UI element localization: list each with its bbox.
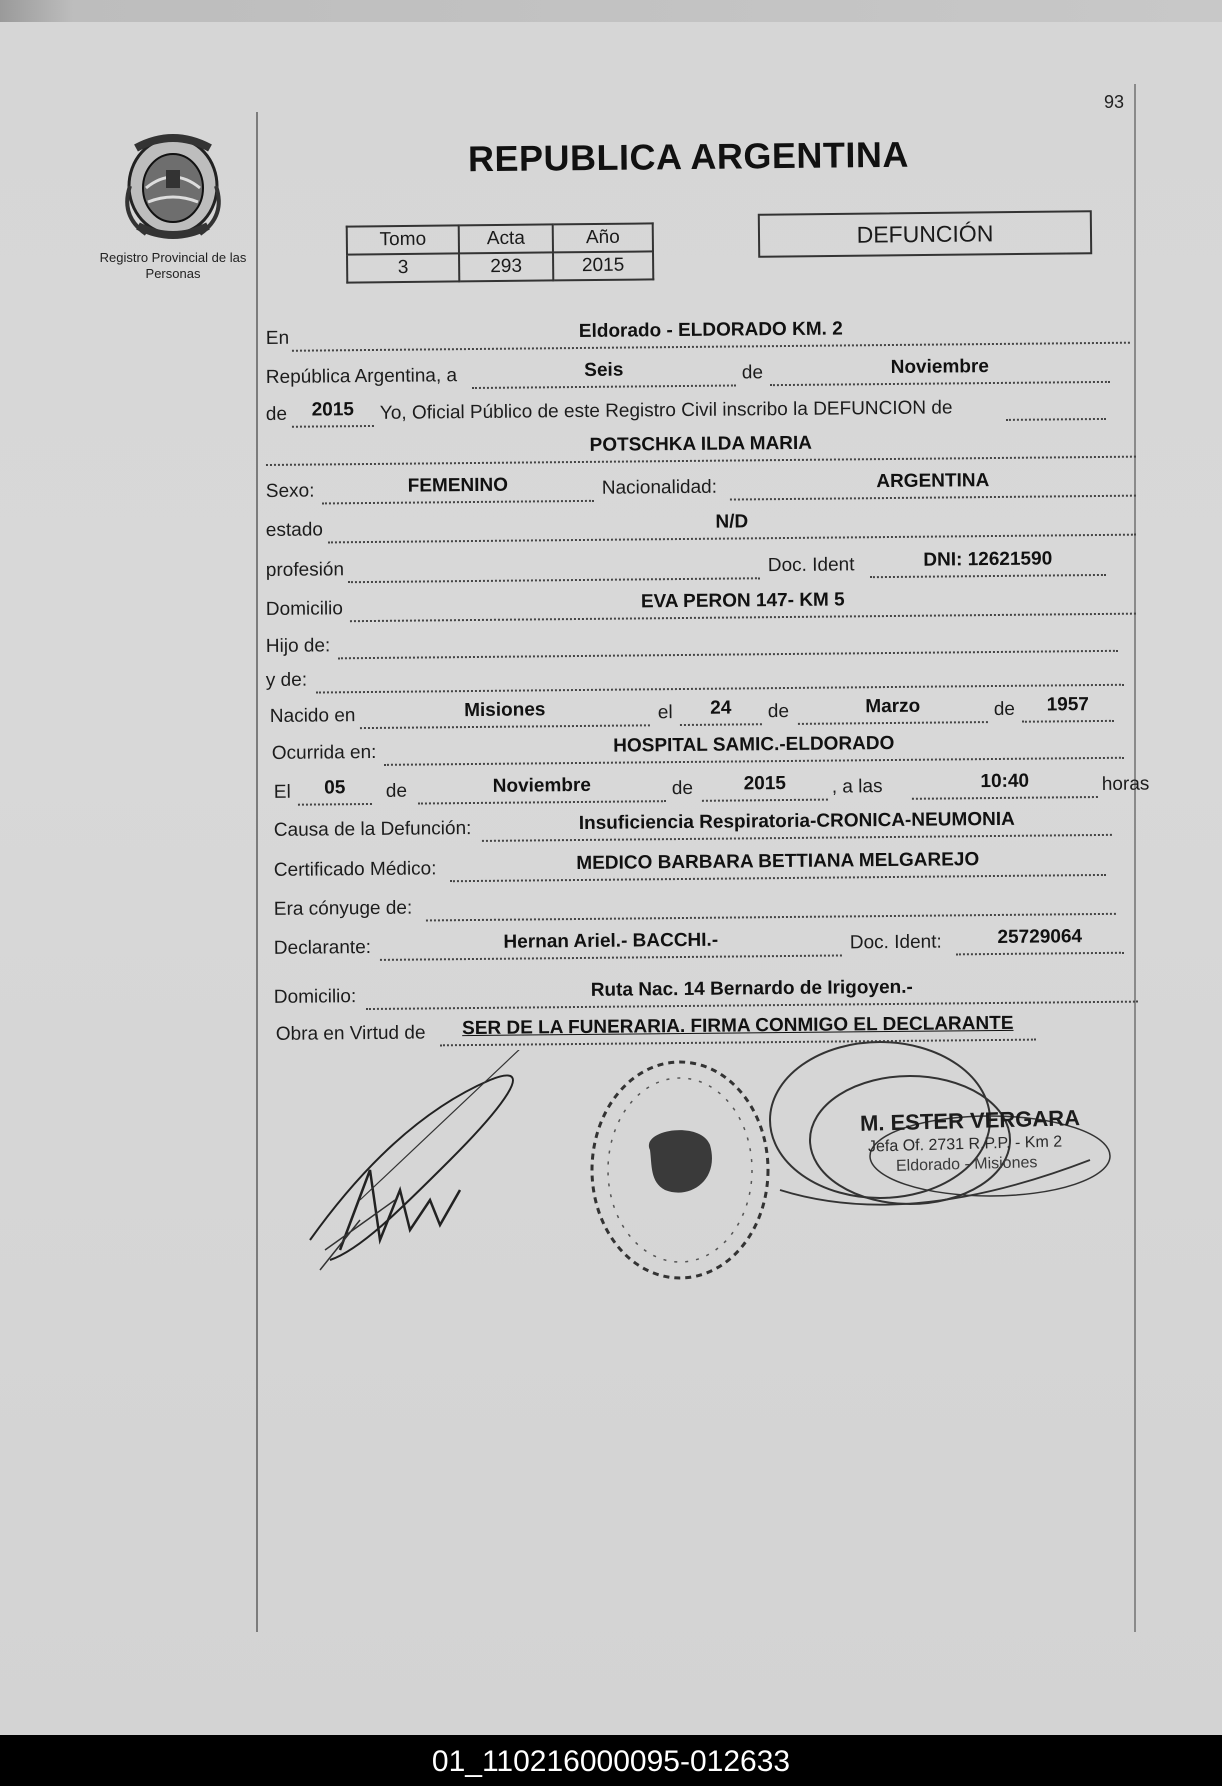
doc-type-box: DEFUNCIÓN [758, 210, 1092, 257]
mes-field [770, 355, 1110, 386]
doc-ident-value: DNI: 12621590 [923, 548, 1053, 571]
en-label: En [265, 327, 290, 350]
nac-dia-value: 24 [710, 697, 732, 719]
mes-value: Noviembre [890, 356, 989, 379]
causa-value: Insuficiencia Respiratoria-CRONICA-NEUMONIA [578, 808, 1015, 834]
oficial-text: Yo, Oficial Público de este Registro Civil inscribo la DEFUNCION de [379, 397, 953, 424]
def-de2-label: de [671, 777, 694, 800]
nac-mes-field [798, 695, 988, 725]
estado-label: estado [265, 519, 323, 542]
row-yde [266, 656, 1146, 696]
row-fecha-defuncion [266, 768, 1150, 808]
hijo-value [338, 646, 1118, 653]
stamp-location: Eldorado - Misiones [895, 1154, 1038, 1175]
row-nombre [266, 428, 1146, 468]
anio-field [292, 399, 374, 428]
doc-ident-field [870, 548, 1106, 578]
declarante-label: Declarante: [273, 936, 372, 959]
yde-field [316, 658, 1124, 694]
nac-de-label: de [767, 700, 790, 723]
estado-field [328, 508, 1136, 544]
en-value: Eldorado - ELDORADO KM. 2 [578, 318, 843, 342]
decl-domicilio-value: Ruta Nac. 14 Bernardo de Irigoyen.- [590, 976, 913, 1001]
ocurrida-label: Ocurrida en: [271, 741, 377, 764]
decl-domicilio-field [366, 975, 1138, 1010]
declarant-signature-icon [300, 1050, 530, 1280]
table-cell-anio: 2015 [553, 251, 653, 280]
def-mes-value: Noviembre [492, 774, 591, 797]
nac-anio-field [1022, 694, 1114, 723]
conyuge-field [426, 887, 1116, 922]
hijo-field [338, 624, 1118, 659]
hijo-label: Hijo de: [265, 635, 331, 658]
def-hora-field [912, 770, 1098, 800]
left-margin-line [256, 112, 258, 1632]
row-profesion [266, 546, 1146, 586]
nacionalidad-field [730, 469, 1136, 501]
registrar-stamp-icon [760, 1040, 1120, 1230]
nombre-field [266, 430, 1136, 466]
nac-anio-value: 1957 [1046, 694, 1090, 716]
table-cell-tomo: 3 [347, 253, 459, 282]
sexo-label: Sexo: [265, 480, 315, 503]
sexo-field [322, 474, 594, 505]
estado-value: N/D [715, 511, 749, 533]
row-certificado [266, 846, 1146, 886]
conyuge-value [426, 909, 1116, 916]
def-hora-value: 10:40 [980, 770, 1030, 793]
nombre-value: POTSCHKA ILDA MARIA [589, 432, 813, 456]
oficial-trail-field [1006, 392, 1106, 421]
row-en [266, 314, 1146, 354]
row-domicilio [266, 585, 1146, 625]
province-emblem-icon [116, 126, 230, 244]
profesion-label: profesión [265, 559, 345, 582]
table-header-acta: Acta [459, 224, 553, 253]
profesion-field [348, 551, 760, 583]
decl-doc-field [956, 926, 1124, 956]
page-title: REPUBLICA ARGENTINA [467, 133, 910, 180]
domicilio-value: EVA PERON 147- KM 5 [640, 589, 845, 613]
republica-label: República Argentina, a [265, 365, 458, 389]
el-def-label: El [273, 781, 291, 803]
de-label: de [741, 362, 764, 384]
barcode-text: 01_110216000095-012633 [431, 1745, 791, 1778]
stamp-title: Jefa Of. 2731 R.P.P. - Km 2 [867, 1133, 1063, 1156]
decl-doc-value: 25729064 [997, 926, 1083, 948]
def-de-label: de [385, 780, 408, 802]
yde-label: y de: [265, 669, 308, 692]
row-estado [266, 506, 1146, 546]
domicilio-label: Domicilio [265, 598, 344, 621]
nac-de2-label: de [993, 698, 1016, 721]
def-dia-field [298, 777, 372, 806]
domicilio-field [350, 587, 1136, 623]
dia-field [472, 358, 736, 389]
decl-domicilio-label: Domicilio: [273, 986, 357, 1008]
nacionalidad-label: Nacionalidad: [601, 476, 718, 499]
causa-field [482, 808, 1112, 842]
row-declarante [266, 924, 1146, 964]
en-field [292, 316, 1130, 352]
certificado-label: Certificado Médico: [273, 858, 437, 881]
nacionalidad-value: ARGENTINA [876, 470, 990, 493]
row-sexo [266, 467, 1146, 507]
acta-table [346, 222, 655, 283]
table-cell-acta: 293 [459, 252, 553, 281]
nac-mes-value: Marzo [865, 695, 921, 718]
de-anio-label: de [265, 403, 288, 426]
row-conyuge [266, 885, 1146, 925]
stamp-name: M. ESTER VERGARA [859, 1105, 1081, 1136]
conyuge-label: Era cónyuge de: [273, 897, 413, 920]
row-fecha [266, 353, 1146, 393]
row-nacido [266, 692, 1146, 732]
certificado-field [450, 848, 1106, 882]
certificado-value: MEDICO BARBARA BETTIANA MELGAREJO [576, 849, 980, 875]
barcode-footer [0, 1735, 1222, 1786]
scan-edge [0, 0, 1222, 22]
nac-dia-field [680, 697, 762, 726]
ocurrida-value: HOSPITAL SAMIC.-ELDORADO [613, 732, 895, 757]
table-header-tomo: Tomo [347, 225, 459, 254]
profesion-value [348, 573, 760, 577]
row-decl-domicilio [266, 973, 1146, 1013]
alas-label: , a las [831, 776, 883, 798]
declarante-field [380, 928, 842, 960]
doc-ident-label: Doc. Ident [767, 554, 855, 577]
def-anio-field [702, 773, 828, 802]
obra-value: SER DE LA FUNERARIA. FIRMA CONMIGO EL DECLARANTE [462, 1012, 1014, 1040]
ocurrida-field [384, 731, 1124, 766]
official-round-stamp-icon [580, 1050, 780, 1290]
def-mes-field [418, 774, 666, 804]
nacido-value: Misiones [464, 699, 546, 722]
table-header-anio: Año [553, 223, 653, 252]
nacido-label: Nacido en [269, 705, 356, 727]
anio-value: 2015 [311, 399, 355, 421]
horas-label: horas [1101, 773, 1150, 795]
def-dia-value: 05 [324, 777, 346, 799]
nacido-field [360, 698, 650, 729]
yde-value [316, 680, 1124, 688]
row-causa [266, 806, 1146, 846]
decl-doc-label: Doc. Ident: [849, 931, 942, 954]
page-number: 93 [1104, 92, 1125, 112]
row-ocurrida [266, 729, 1146, 769]
causa-label: Causa de la Defunción: [273, 818, 472, 841]
registry-label: Registro Provincial de las Personas [99, 250, 247, 281]
declarante-value: Hernan Ariel.- BACCHI.- [503, 929, 719, 953]
dia-value: Seis [584, 359, 624, 381]
obra-label: Obra en Virtud de [275, 1022, 426, 1045]
sexo-value: FEMENINO [407, 474, 509, 497]
el-label: el [657, 702, 673, 724]
row-oficial [266, 390, 1146, 430]
def-anio-value: 2015 [743, 773, 787, 795]
